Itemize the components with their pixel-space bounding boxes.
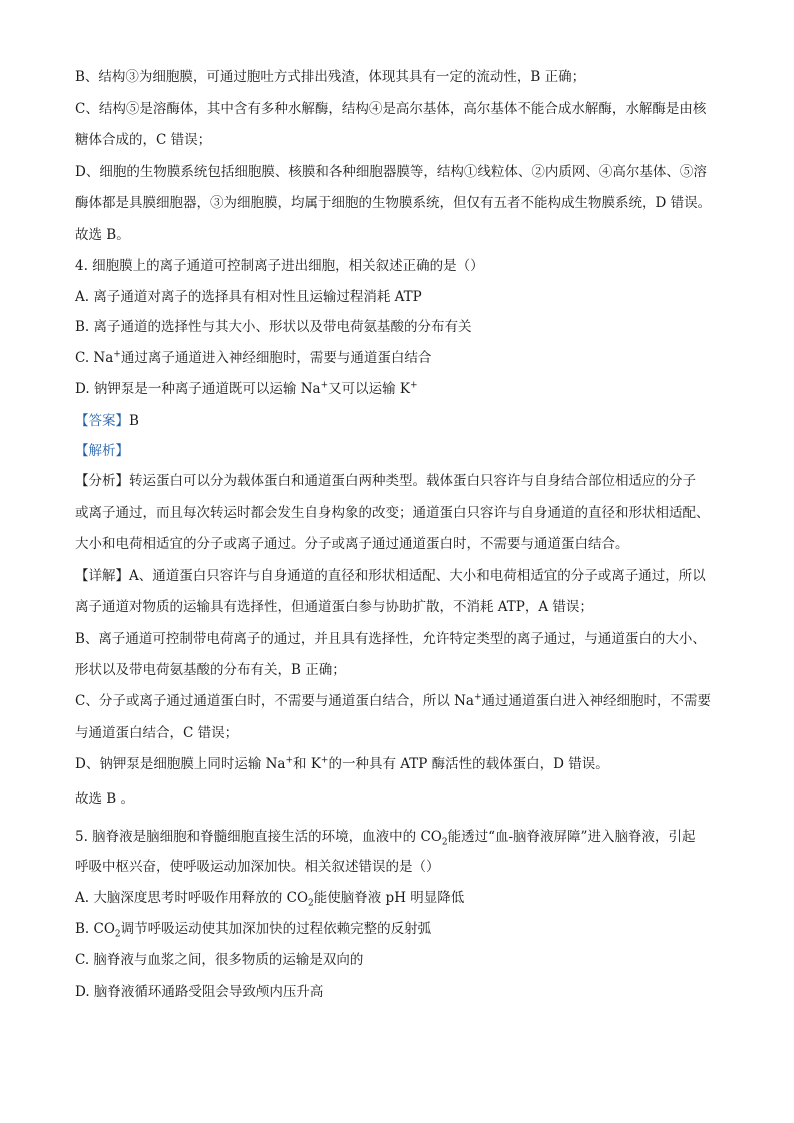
- xiangjie-d-text-mid: 和 K: [293, 756, 321, 772]
- q4-xiangjie-c-cont: 与通道蛋白结合，C 错误；: [75, 725, 239, 741]
- q4-xiangjie-d: [75, 755, 735, 773]
- superscript: +: [473, 692, 482, 703]
- answer-value: B: [129, 413, 139, 429]
- xiangjie-c-text: C、分子或离子通过通道蛋白时，不需要与通道蛋白结合，所以 Na: [75, 693, 474, 709]
- superscript: +: [113, 349, 121, 360]
- xiangjie-d-text: D、钠钾泵是细胞膜上同时运输 Na: [75, 756, 286, 772]
- q5-option-d: D. 脑脊液循环通路受阻会导致颅内压升高: [75, 984, 324, 1000]
- q4-xiangjie-c: [75, 692, 735, 710]
- q3-option-d-explanation-cont: 酶体都是具膜细胞器，③为细胞膜，均属于细胞的生物膜系统，但仅有五者不能构成生物膜系统，D 错误。: [75, 195, 712, 211]
- q3-option-d-explanation: D、细胞的生物膜系统包括细胞膜、核膜和各种细胞器膜等，结构①线粒体、②内质网、④高尔基体、⑤溶: [75, 164, 707, 180]
- superscript: +: [285, 755, 294, 766]
- xiangjie-text: A、通道蛋白只容许与自身通道的直径和形状相适配、大小和电荷相适宜的分子或离子通过，所以: [129, 568, 706, 584]
- fenxi-text: 转运蛋白可以分为载体蛋白和通道蛋白两种类型。载体蛋白只容许与自身结合部位相适应的分子: [129, 473, 696, 489]
- q5-option-a: [75, 889, 735, 907]
- q4-fenxi-line2: 或离子通过，而且每次转运时都会发生自身构象的改变；通道蛋白只容许与自身通道的直径和形状相适配、: [75, 505, 710, 521]
- q4-option-c-text: C. Na: [75, 350, 114, 366]
- subscript: 2: [308, 898, 314, 909]
- q3-option-c-explanation-cont: 糖体合成的，C 错误；: [75, 132, 212, 148]
- superscript: +: [320, 380, 329, 391]
- fenxi-label: 【分析】: [75, 473, 129, 489]
- xiangjie-c-text-rest: 通过通道蛋白进入神经细胞时，不需要: [481, 693, 712, 709]
- q5-stem-cont: 呼吸中枢兴奋，使呼吸运动加深加快。相关叙述错误的是（）: [75, 859, 440, 875]
- q4-option-d: [75, 380, 735, 398]
- q5-option-a-text: A. 大脑深度思考时呼吸作用释放的 CO: [75, 890, 309, 906]
- q5-option-a-text-rest: 能使脑脊液 pH 明显降低: [313, 890, 465, 906]
- q4-option-c: [75, 349, 735, 367]
- q4-analysis-heading: [75, 442, 735, 460]
- analysis-label: 【解析】: [75, 443, 129, 459]
- superscript: +: [410, 380, 418, 391]
- q3-conclusion: 故选 B。: [75, 227, 130, 243]
- q5-option-c: C. 脑脊液与血浆之间，很多物质的运输是双向的: [75, 952, 364, 968]
- q4-fenxi-line1: [75, 472, 735, 490]
- q5-option-b-text-rest: 调节呼吸运动使其加深加快的过程依赖完整的反射弧: [120, 921, 432, 937]
- q4-option-b: B. 离子通道的选择性与其大小、形状以及带电荷氨基酸的分布有关: [75, 319, 472, 335]
- answer-label: 【答案】: [75, 413, 129, 429]
- xiangjie-d-text-rest: 的一种具有 ATP 酶活性的载体蛋白，D 错误。: [328, 756, 609, 772]
- q3-option-c-explanation: C、结构⑤是溶酶体，其中含有多种水解酶，结构④是高尔基体，高尔基体不能合成水解酶，水解酶是由核: [75, 101, 707, 117]
- q5-stem: [75, 828, 735, 846]
- q4-option-c-text-rest: 通过离子通道进入神经细胞时，需要与通道蛋白结合: [120, 350, 432, 366]
- q4-stem: 4. 细胞膜上的离子通道可控制离子进出细胞，相关叙述正确的是（）: [75, 258, 484, 274]
- q5-stem-text-rest: 能透过“血-脑脊液屏障”进入脑脊液，引起: [447, 829, 696, 845]
- q4-conclusion: 故选 B 。: [75, 791, 135, 807]
- q4-option-d-text-mid: 又可以运输 K: [328, 381, 411, 397]
- q4-fenxi-line3: 大小和电荷相适宜的分子或离子通过。分子或离子通过通道蛋白时，不需要与通道蛋白结合。: [75, 536, 629, 552]
- subscript: 2: [114, 929, 121, 940]
- q3-option-b-explanation: B、结构③为细胞膜，可通过胞吐方式排出残渣，体现其具有一定的流动性，B 正确；: [75, 69, 586, 85]
- q4-xiangjie-line1: [75, 567, 735, 585]
- q4-option-a: A. 离子通道对离子的选择具有相对性且运输过程消耗 ATP: [75, 289, 422, 305]
- q5-option-b: [75, 920, 735, 938]
- xiangjie-label: 【详解】: [75, 568, 129, 584]
- q5-option-b-text: B. CO: [75, 921, 115, 937]
- q4-xiangjie-a-cont: 离子通道对物质的运输具有选择性，但通道蛋白参与协助扩散，不消耗 ATP，A 错误；: [75, 599, 593, 615]
- q4-xiangjie-b-cont: 形状以及带电荷氨基酸的分布有关，B 正确；: [75, 662, 346, 678]
- q4-xiangjie-b: B、离子通道可控制带电荷离子的通过，并且具有选择性，允许特定类型的离子通过，与通道蛋白的大小、: [75, 631, 706, 647]
- subscript: 2: [441, 837, 448, 848]
- q4-option-d-text: D. 钠钾泵是一种离子通道既可以运输 Na: [75, 381, 321, 397]
- q5-stem-text: 5. 脑脊液是脑细胞和脊髓细胞直接生活的环境，血液中的 CO: [75, 829, 442, 845]
- superscript: +: [320, 755, 329, 766]
- q4-answer: [75, 412, 735, 430]
